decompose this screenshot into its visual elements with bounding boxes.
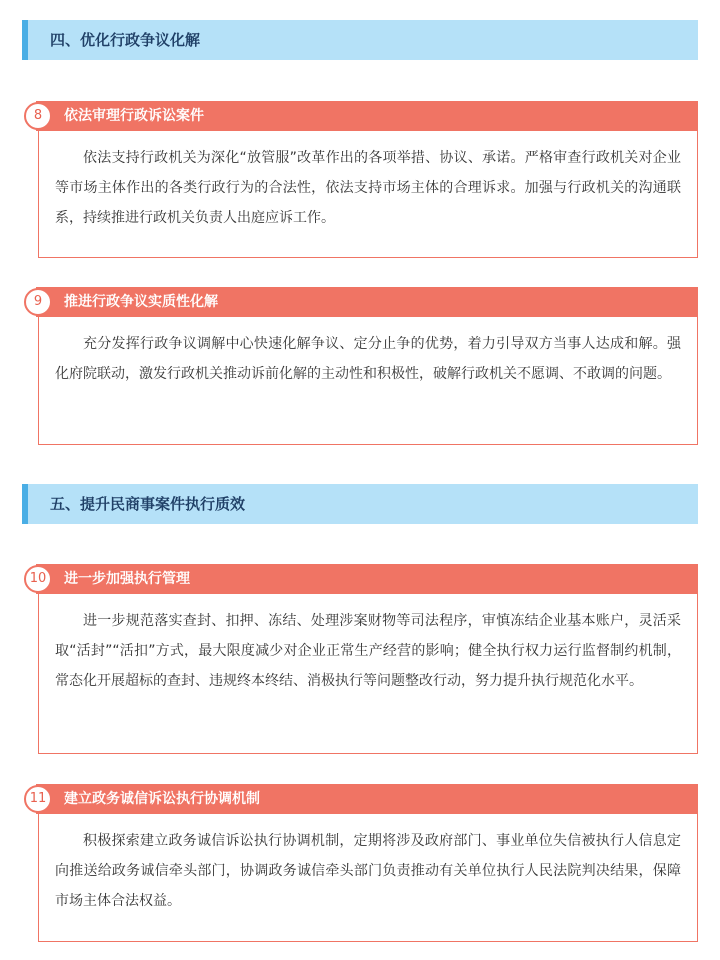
- section-header-4: [22, 20, 698, 60]
- card-title: 进一步加强执行管理: [64, 571, 190, 587]
- card-header: [22, 564, 698, 594]
- card-body: 进一步规范落实查封、扣押、冻结、处理涉案财物等司法程序，审慎冻结企业基本账户，灵活采取“活封”“活扣”方式，最大限度减少对企业正常生产经营的影响；健全执行权力运行监督制约机制，常态化开展超标的查封、违规终本终结、消极执行等问题整改行动，努力提升执行规范化水平。: [38, 594, 698, 754]
- number-badge: 10: [24, 565, 52, 593]
- card-body: 充分发挥行政争议调解中心快速化解争议、定分止争的优势，着力引导双方当事人达成和解。强化府院联动，激发行政机关推动诉前化解的主动性和积极性，破解行政机关不愿调、不敢调的问题。: [38, 317, 698, 445]
- section-title: 五、提升民商事案件执行质效: [50, 495, 246, 513]
- card-header: [22, 101, 698, 131]
- section-title: 四、优化行政争议化解: [50, 31, 201, 49]
- card-header: [22, 287, 698, 317]
- card-body: 积极探索建立政务诚信诉讼执行协调机制，定期将涉及政府部门、事业单位失信被执行人信息定向推送给政务诚信牵头部门，协调政务诚信牵头部门负责推动有关单位执行人民法院判决结果，保障市场主体合法权益。: [38, 814, 698, 942]
- section-header-5: [22, 484, 698, 524]
- card-title: 依法审理行政诉讼案件: [64, 108, 204, 124]
- number-badge: 11: [24, 785, 52, 813]
- card-body: 依法支持行政机关为深化“放管服”改革作出的各项举措、协议、承诺。严格审查行政机关对企业等市场主体作出的各类行政行为的合法性，依法支持市场主体的合理诉求。加强与行政机关的沟通联系，持续推进行政机关负责人出庭应诉工作。: [38, 131, 698, 258]
- number-badge: 9: [24, 288, 52, 316]
- card-title: 建立政务诚信诉讼执行协调机制: [64, 791, 260, 807]
- card-header: [22, 784, 698, 814]
- number-badge: 8: [24, 102, 52, 130]
- card-title: 推进行政争议实质性化解: [64, 294, 218, 310]
